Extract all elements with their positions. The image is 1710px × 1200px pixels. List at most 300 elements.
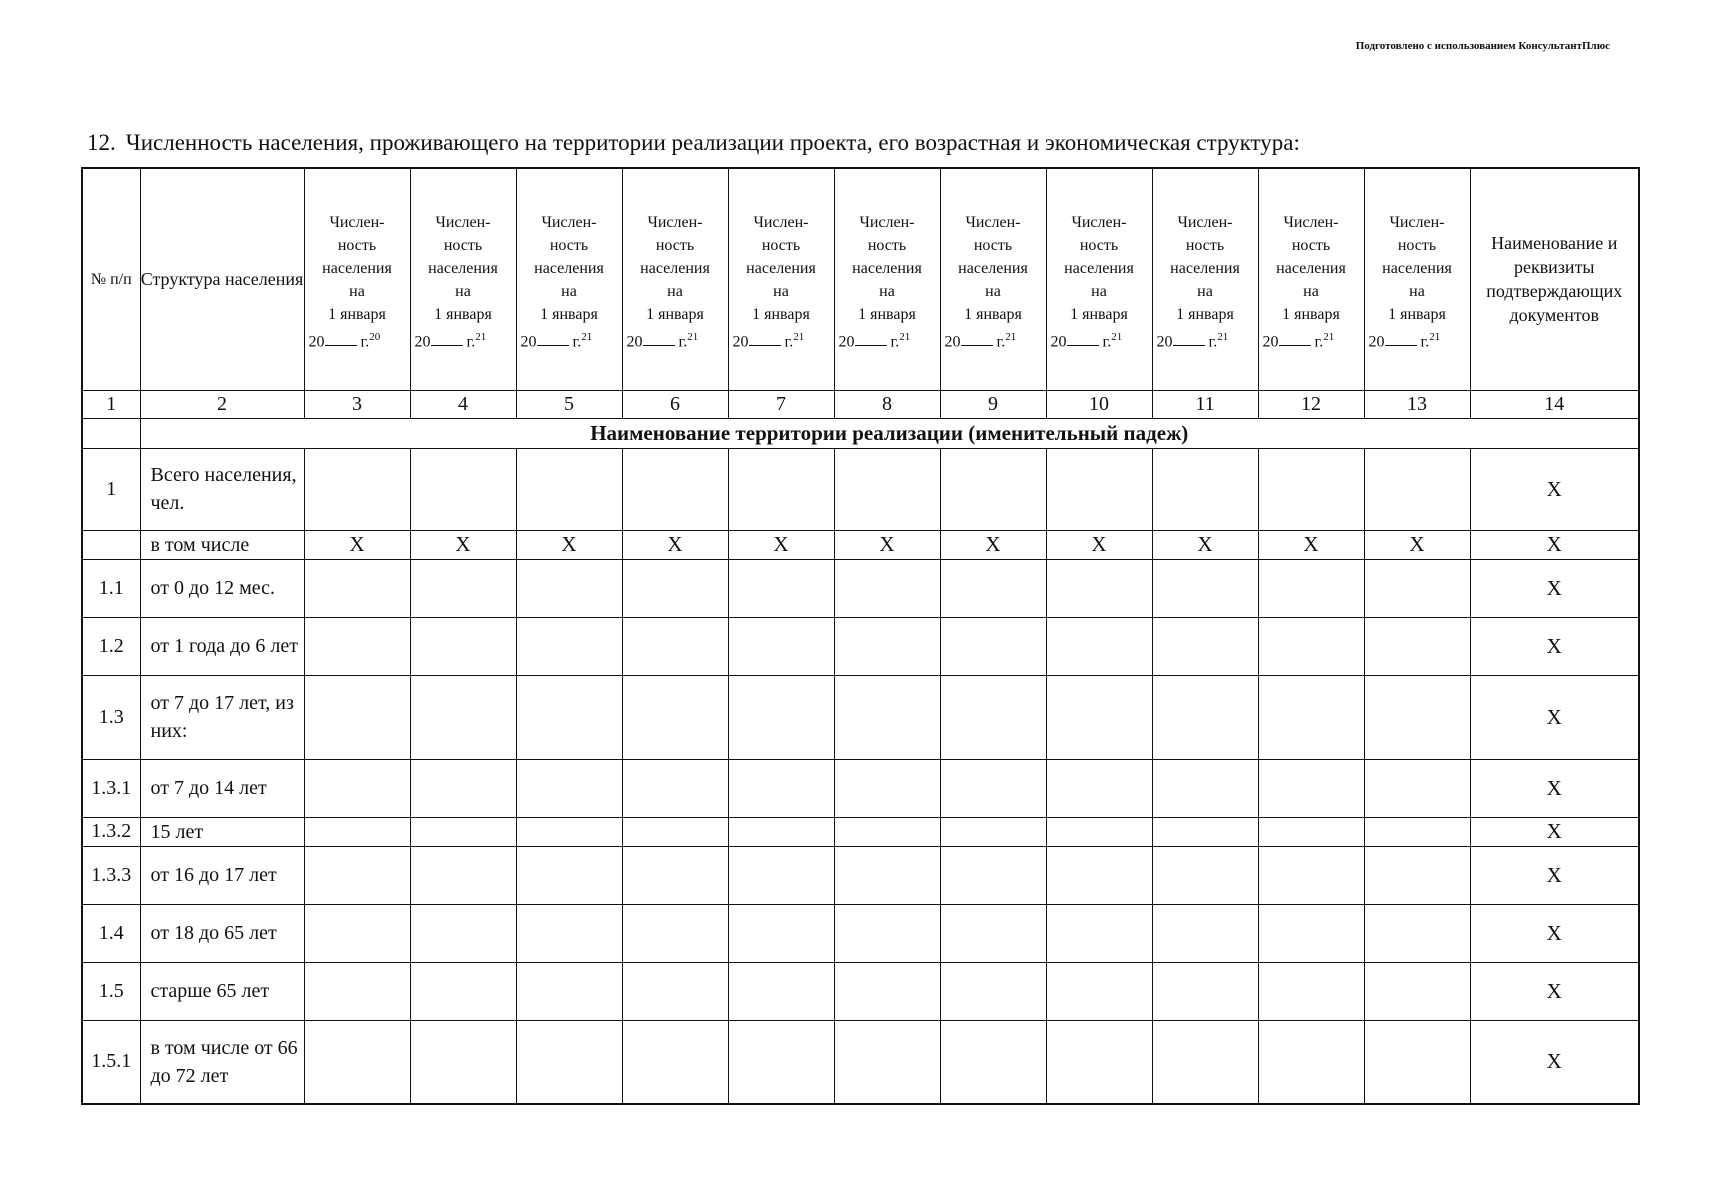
year-superscript: 21 <box>1111 331 1123 344</box>
year-suffix: г. <box>996 333 1006 351</box>
period-cell <box>940 962 1046 1020</box>
table-row <box>82 559 1639 617</box>
year-suffix: г. <box>1208 333 1218 351</box>
row-number: 1.3.2 <box>82 817 140 846</box>
header-period-line: населения <box>746 260 816 278</box>
header-period-date <box>1153 326 1258 353</box>
year-prefix: 20 <box>308 333 325 351</box>
header-period-line: на <box>349 283 365 301</box>
header-period-date <box>411 326 516 353</box>
period-cell <box>1258 817 1364 846</box>
header-period-line: Числен- <box>965 214 1021 232</box>
row-number: 1.2 <box>82 617 140 675</box>
population-table <box>81 167 1640 1105</box>
docs-cell: X <box>1470 617 1639 675</box>
period-cell <box>940 846 1046 904</box>
period-cell: X <box>1046 530 1152 559</box>
header-period-date <box>729 326 834 353</box>
section-heading <box>87 130 1300 156</box>
period-cell <box>1152 675 1258 759</box>
header-period-date <box>1365 326 1470 353</box>
period-cell <box>728 759 834 817</box>
period-cell <box>410 962 516 1020</box>
period-cell <box>940 675 1046 759</box>
period-cell <box>304 617 410 675</box>
year-prefix: 20 <box>1262 333 1279 351</box>
period-cell <box>1046 559 1152 617</box>
docs-cell: X <box>1470 530 1639 559</box>
column-number: 5 <box>516 390 622 418</box>
period-cell <box>1258 759 1364 817</box>
period-cell <box>1046 617 1152 675</box>
period-cell <box>622 559 728 617</box>
period-cell <box>1364 675 1470 759</box>
header-period-line: на <box>985 283 1001 301</box>
period-cell: X <box>1258 530 1364 559</box>
period-cell <box>834 675 940 759</box>
period-cell <box>1258 617 1364 675</box>
year-superscript: 21 <box>899 331 911 344</box>
column-number: 12 <box>1258 390 1364 418</box>
period-cell <box>1364 846 1470 904</box>
table-row <box>82 1020 1639 1104</box>
year-suffix: г. <box>890 333 900 351</box>
period-cell <box>1152 1020 1258 1104</box>
period-cell <box>728 817 834 846</box>
header-period-line: ность <box>443 237 483 255</box>
period-cell: X <box>728 530 834 559</box>
period-cell <box>834 817 940 846</box>
period-cell <box>516 1020 622 1104</box>
header-docs: Наименование и реквизиты подтверждающих документов <box>1470 168 1639 390</box>
header-period-date <box>517 326 622 353</box>
row-label: 15 лет <box>140 817 304 846</box>
period-cell <box>1046 962 1152 1020</box>
header-period-line: на <box>1409 283 1425 301</box>
period-cell <box>1258 448 1364 530</box>
row-label: старше 65 лет <box>140 962 304 1020</box>
period-cell <box>940 559 1046 617</box>
header-period-line: на <box>879 283 895 301</box>
header-period-date <box>835 326 940 353</box>
period-cell <box>1152 759 1258 817</box>
year-prefix: 20 <box>1050 333 1067 351</box>
column-number: 13 <box>1364 390 1470 418</box>
column-number: 1 <box>82 390 140 418</box>
period-cell <box>834 1020 940 1104</box>
year-suffix: г. <box>466 333 476 351</box>
row-number: 1.5 <box>82 962 140 1020</box>
period-cell <box>410 1020 516 1104</box>
header-period-line: населения <box>428 260 498 278</box>
period-cell <box>940 817 1046 846</box>
header-period-line: 1 января <box>328 306 386 324</box>
period-cell <box>1152 817 1258 846</box>
header-period-2 <box>410 168 516 390</box>
table-row <box>82 448 1639 530</box>
period-cell <box>304 962 410 1020</box>
period-cell <box>1046 817 1152 846</box>
row-number: 1.1 <box>82 559 140 617</box>
period-cell <box>834 617 940 675</box>
period-cell <box>1046 1020 1152 1104</box>
table-row <box>82 759 1639 817</box>
period-cell: X <box>1152 530 1258 559</box>
table-row <box>82 962 1639 1020</box>
period-cell <box>304 1020 410 1104</box>
period-cell <box>516 817 622 846</box>
header-period-line: Числен- <box>329 214 385 232</box>
year-blank <box>1067 331 1099 346</box>
year-blank <box>749 331 781 346</box>
row-label: от 7 до 14 лет <box>140 759 304 817</box>
period-cell: X <box>304 530 410 559</box>
period-cell: X <box>516 530 622 559</box>
docs-cell: X <box>1470 675 1639 759</box>
table-row <box>82 617 1639 675</box>
year-suffix: г. <box>784 333 794 351</box>
header-period-line: на <box>1197 283 1213 301</box>
header-period-date <box>1259 326 1364 353</box>
header-period-date <box>623 326 728 353</box>
header-period-line: 1 января <box>1282 306 1340 324</box>
header-period-line: ность <box>973 237 1013 255</box>
year-prefix: 20 <box>414 333 431 351</box>
header-period-6 <box>834 168 940 390</box>
header-period-line: населения <box>1276 260 1346 278</box>
header-period-line: населения <box>1382 260 1452 278</box>
header-period-line: населения <box>958 260 1028 278</box>
period-cell: X <box>622 530 728 559</box>
table-row <box>82 530 1639 559</box>
period-cell <box>410 759 516 817</box>
period-cell <box>1046 904 1152 962</box>
header-period-line: Числен- <box>1389 214 1445 232</box>
period-cell <box>1152 448 1258 530</box>
heading-number: 12. <box>87 130 116 155</box>
period-cell <box>1046 675 1152 759</box>
year-prefix: 20 <box>1368 333 1385 351</box>
period-cell <box>1152 962 1258 1020</box>
column-number: 4 <box>410 390 516 418</box>
period-cell <box>622 1020 728 1104</box>
header-period-line: населения <box>1170 260 1240 278</box>
header-period-line: 1 января <box>646 306 704 324</box>
period-cell <box>410 675 516 759</box>
header-period-line: Числен- <box>1071 214 1127 232</box>
header-period-line: ность <box>1079 237 1119 255</box>
header-period-line: 1 января <box>752 306 810 324</box>
row-number: 1.3.1 <box>82 759 140 817</box>
docs-cell: X <box>1470 1020 1639 1104</box>
header-period-date <box>941 326 1046 353</box>
period-cell <box>940 759 1046 817</box>
row-label: от 16 до 17 лет <box>140 846 304 904</box>
period-cell <box>622 617 728 675</box>
column-number: 10 <box>1046 390 1152 418</box>
row-label: от 18 до 65 лет <box>140 904 304 962</box>
period-cell <box>622 846 728 904</box>
header-period-11 <box>1364 168 1470 390</box>
period-cell <box>516 962 622 1020</box>
year-blank <box>1279 331 1311 346</box>
period-cell <box>516 559 622 617</box>
header-period-line: 1 января <box>1070 306 1128 324</box>
period-cell <box>728 617 834 675</box>
period-cell <box>728 448 834 530</box>
year-suffix: г. <box>572 333 582 351</box>
column-number: 8 <box>834 390 940 418</box>
header-period-4 <box>622 168 728 390</box>
year-superscript: 21 <box>687 331 699 344</box>
consultant-note: Подготовлено с использованием КонсультантПлюс <box>1355 40 1610 52</box>
header-period-10 <box>1258 168 1364 390</box>
period-cell <box>1364 904 1470 962</box>
period-cell: X <box>1364 530 1470 559</box>
table-row <box>82 675 1639 759</box>
header-period-5 <box>728 168 834 390</box>
row-label: в том числе от 66 до 72 лет <box>140 1020 304 1104</box>
period-cell <box>1152 846 1258 904</box>
period-cell <box>940 617 1046 675</box>
period-cell <box>834 962 940 1020</box>
row-label: от 7 до 17 лет, из них: <box>140 675 304 759</box>
period-cell <box>834 846 940 904</box>
row-number: 1 <box>82 448 140 530</box>
row-label: от 0 до 12 мес. <box>140 559 304 617</box>
year-superscript: 21 <box>1217 331 1229 344</box>
period-cell <box>622 448 728 530</box>
header-period-line: Числен- <box>541 214 597 232</box>
period-cell <box>1364 617 1470 675</box>
period-cell: X <box>940 530 1046 559</box>
docs-cell: X <box>1470 759 1639 817</box>
year-superscript: 21 <box>1005 331 1017 344</box>
period-cell <box>1364 817 1470 846</box>
period-cell <box>516 448 622 530</box>
period-cell <box>304 846 410 904</box>
period-cell <box>410 817 516 846</box>
year-blank <box>1385 331 1417 346</box>
section-title: Наименование территории реализации (именительный падеж) <box>140 418 1639 448</box>
period-cell <box>728 675 834 759</box>
period-cell <box>1258 1020 1364 1104</box>
period-cell <box>410 617 516 675</box>
period-cell <box>1258 904 1364 962</box>
period-cell <box>1046 846 1152 904</box>
row-label: Всего населения, чел. <box>140 448 304 530</box>
header-period-line: Числен- <box>647 214 703 232</box>
header-period-line: населения <box>1064 260 1134 278</box>
period-cell: X <box>834 530 940 559</box>
table-row <box>82 846 1639 904</box>
period-cell <box>834 559 940 617</box>
heading-text: Численность населения, проживающего на территории реализации проекта, его возрастная и экономическая структура: <box>125 130 1300 155</box>
period-cell <box>410 904 516 962</box>
period-cell <box>622 759 728 817</box>
period-cell <box>940 448 1046 530</box>
period-cell <box>834 759 940 817</box>
year-superscript: 21 <box>793 331 805 344</box>
row-label: в том числе <box>140 530 304 559</box>
header-period-line: 1 января <box>964 306 1022 324</box>
year-prefix: 20 <box>1156 333 1173 351</box>
year-superscript: 21 <box>1323 331 1335 344</box>
column-number: 14 <box>1470 390 1639 418</box>
period-cell <box>728 904 834 962</box>
period-cell <box>1364 448 1470 530</box>
period-cell <box>410 559 516 617</box>
period-cell <box>940 1020 1046 1104</box>
header-period-line: 1 января <box>858 306 916 324</box>
year-blank <box>431 331 463 346</box>
header-period-line: на <box>667 283 683 301</box>
header-period-date <box>1047 326 1152 353</box>
year-suffix: г. <box>1420 333 1430 351</box>
period-cell <box>516 759 622 817</box>
year-prefix: 20 <box>838 333 855 351</box>
column-number: 6 <box>622 390 728 418</box>
period-cell: X <box>410 530 516 559</box>
year-prefix: 20 <box>944 333 961 351</box>
period-cell <box>304 904 410 962</box>
year-blank <box>855 331 887 346</box>
period-cell <box>1046 759 1152 817</box>
docs-cell: X <box>1470 962 1639 1020</box>
period-cell <box>1364 559 1470 617</box>
table-row <box>82 904 1639 962</box>
header-period-3 <box>516 168 622 390</box>
header-period-line: на <box>561 283 577 301</box>
header-period-line: ность <box>761 237 801 255</box>
period-cell <box>516 904 622 962</box>
header-period-line: 1 января <box>434 306 492 324</box>
period-cell <box>834 904 940 962</box>
period-cell <box>622 817 728 846</box>
header-period-line: Числен- <box>1283 214 1339 232</box>
year-blank <box>1173 331 1205 346</box>
docs-cell: X <box>1470 904 1639 962</box>
period-cell <box>304 675 410 759</box>
header-period-line: Числен- <box>753 214 809 232</box>
row-label: от 1 года до 6 лет <box>140 617 304 675</box>
column-number: 7 <box>728 390 834 418</box>
docs-cell: X <box>1470 559 1639 617</box>
period-cell <box>516 675 622 759</box>
period-cell <box>1364 759 1470 817</box>
period-cell <box>1258 559 1364 617</box>
header-period-line: населения <box>322 260 392 278</box>
year-superscript: 21 <box>581 331 593 344</box>
period-cell <box>622 904 728 962</box>
header-period-line: 1 января <box>540 306 598 324</box>
header-period-1 <box>304 168 410 390</box>
row-number: 1.4 <box>82 904 140 962</box>
year-blank <box>643 331 675 346</box>
header-period-date <box>305 326 410 353</box>
header-period-line: 1 января <box>1388 306 1446 324</box>
period-cell <box>1046 448 1152 530</box>
period-cell <box>1152 559 1258 617</box>
docs-cell: X <box>1470 817 1639 846</box>
header-period-8 <box>1046 168 1152 390</box>
period-cell <box>410 846 516 904</box>
year-suffix: г. <box>678 333 688 351</box>
year-suffix: г. <box>360 333 370 351</box>
year-superscript: 21 <box>475 331 487 344</box>
header-period-line: населения <box>852 260 922 278</box>
period-cell <box>1258 962 1364 1020</box>
column-number: 11 <box>1152 390 1258 418</box>
header-num: № п/п <box>82 168 140 390</box>
period-cell <box>410 448 516 530</box>
header-period-line: Числен- <box>1177 214 1233 232</box>
header-period-line: на <box>1091 283 1107 301</box>
header-period-line: населения <box>640 260 710 278</box>
period-cell <box>940 904 1046 962</box>
year-suffix: г. <box>1102 333 1112 351</box>
year-prefix: 20 <box>626 333 643 351</box>
year-blank <box>961 331 993 346</box>
header-period-line: ность <box>1291 237 1331 255</box>
header-period-line: Числен- <box>859 214 915 232</box>
header-period-line: ность <box>1185 237 1225 255</box>
year-suffix: г. <box>1314 333 1324 351</box>
period-cell <box>516 846 622 904</box>
row-number: 1.3 <box>82 675 140 759</box>
year-blank <box>537 331 569 346</box>
period-cell <box>622 962 728 1020</box>
period-cell <box>728 1020 834 1104</box>
year-superscript: 21 <box>1429 331 1441 344</box>
period-cell <box>516 617 622 675</box>
header-structure: Структура населения <box>140 168 304 390</box>
header-period-line: 1 января <box>1176 306 1234 324</box>
header-period-9 <box>1152 168 1258 390</box>
row-number: 1.3.3 <box>82 846 140 904</box>
header-period-line: ность <box>1397 237 1437 255</box>
period-cell <box>1152 617 1258 675</box>
period-cell <box>834 448 940 530</box>
header-period-line: на <box>1303 283 1319 301</box>
year-prefix: 20 <box>732 333 749 351</box>
period-cell <box>1364 962 1470 1020</box>
section-spacer <box>82 418 140 448</box>
header-period-line: ность <box>549 237 589 255</box>
header-period-line: Числен- <box>435 214 491 232</box>
year-blank <box>325 331 357 346</box>
period-cell <box>728 846 834 904</box>
column-number: 9 <box>940 390 1046 418</box>
table-row <box>82 817 1639 846</box>
period-cell <box>304 817 410 846</box>
row-number <box>82 530 140 559</box>
period-cell <box>1364 1020 1470 1104</box>
period-cell <box>728 962 834 1020</box>
period-cell <box>304 759 410 817</box>
period-cell <box>1258 675 1364 759</box>
period-cell <box>304 559 410 617</box>
period-cell <box>304 448 410 530</box>
year-superscript: 20 <box>369 331 381 344</box>
header-period-line: ность <box>337 237 377 255</box>
header-period-line: ность <box>867 237 907 255</box>
period-cell <box>622 675 728 759</box>
column-number: 2 <box>140 390 304 418</box>
period-cell <box>728 559 834 617</box>
header-period-line: ность <box>655 237 695 255</box>
header-period-line: на <box>773 283 789 301</box>
